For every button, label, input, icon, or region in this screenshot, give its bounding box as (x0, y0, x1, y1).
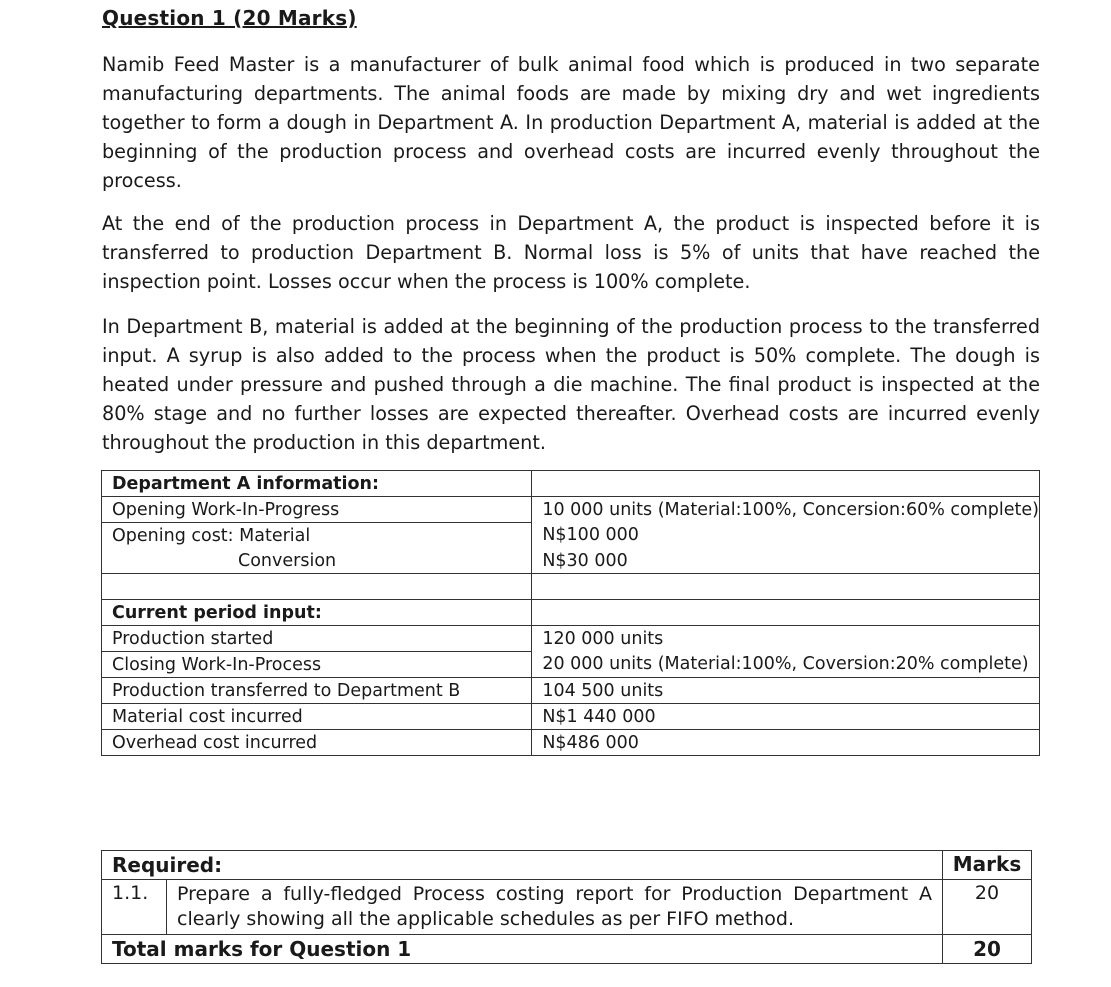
table-row (102, 471, 1040, 497)
empty-cell (532, 574, 1040, 600)
dept-a-header: Department A information: (102, 471, 532, 497)
row-value: 10 000 units (Material:100%, Concersion:60% complete) (532, 497, 1040, 523)
table-row (102, 678, 1040, 704)
row-label: Production transferred to Department B (102, 678, 532, 704)
question-text: Prepare a fully-fledged Process costing report for Production Department A clearly showing all the applicable schedules as per FIFO method. (167, 880, 943, 935)
current-period-header: Current period input: (102, 600, 532, 626)
row-value: N$1 440 000 (532, 704, 1040, 730)
row-label: Production started (102, 626, 532, 652)
required-label: Required: (102, 851, 943, 880)
empty-cell (532, 600, 1040, 626)
question-heading: Question 1 (20 Marks) (102, 6, 357, 30)
row-value: N$30 000 (532, 548, 1040, 574)
marks-header: Marks (943, 851, 1032, 880)
table-row (102, 523, 1040, 549)
department-info-table (101, 470, 1040, 756)
table-row (102, 652, 1040, 678)
question-marks: 20 (943, 880, 1032, 935)
paragraph-intro: Namib Feed Master is a manufacturer of bulk animal food which is produced in two separate manufacturing departments. The animal foods are made by mixing dry and wet ingredients together to form a dough in Department A. In production Department A, material is added at the beginning of the production process and overhead costs are incurred evenly throughout the process. (102, 53, 1040, 192)
row-label: Material cost incurred (102, 704, 532, 730)
empty-cell (102, 574, 532, 600)
table-row (102, 548, 1040, 574)
row-value: 120 000 units (532, 626, 1040, 652)
table-row (102, 497, 1040, 523)
paragraph-dept-b: In Department B, material is added at the beginning of the production process to the transferred input. A syrup is also added to the process when the product is 50% complete. The dough is heated under pressure and pushed through a die machine. The final product is inspected at the 80% stage and no further losses are expected thereafter. Overhead costs are incurred evenly throughout the production in this department. (102, 315, 1040, 454)
required-table (101, 850, 1032, 964)
row-value: N$486 000 (532, 730, 1040, 756)
table-row-spacer (102, 574, 1040, 600)
row-value: 104 500 units (532, 678, 1040, 704)
empty-cell (532, 471, 1040, 497)
total-label: Total marks for Question 1 (102, 935, 943, 964)
table-row (102, 880, 1032, 935)
question-number: 1.1. (102, 880, 167, 935)
total-marks: 20 (943, 935, 1032, 964)
row-label: Overhead cost incurred (102, 730, 532, 756)
table-row (102, 600, 1040, 626)
table-row (102, 704, 1040, 730)
table-row (102, 626, 1040, 652)
row-label: Opening cost: Material (102, 523, 532, 549)
row-label: Opening Work-In-Progress (102, 497, 532, 523)
row-value: N$100 000 (532, 523, 1040, 549)
row-value: 20 000 units (Material:100%, Coversion:20% complete) (532, 652, 1040, 678)
paragraph-dept-a-inspection: At the end of the production process in Department A, the product is inspected before it is transferred to production Department B. Normal loss is 5% of units that have reached the inspection point. Losses occur when the process is 100% complete. (102, 212, 1040, 293)
row-label: Conversion (102, 548, 532, 574)
table-row (102, 851, 1032, 880)
table-row (102, 730, 1040, 756)
row-label: Closing Work-In-Process (102, 652, 532, 678)
table-row (102, 935, 1032, 964)
